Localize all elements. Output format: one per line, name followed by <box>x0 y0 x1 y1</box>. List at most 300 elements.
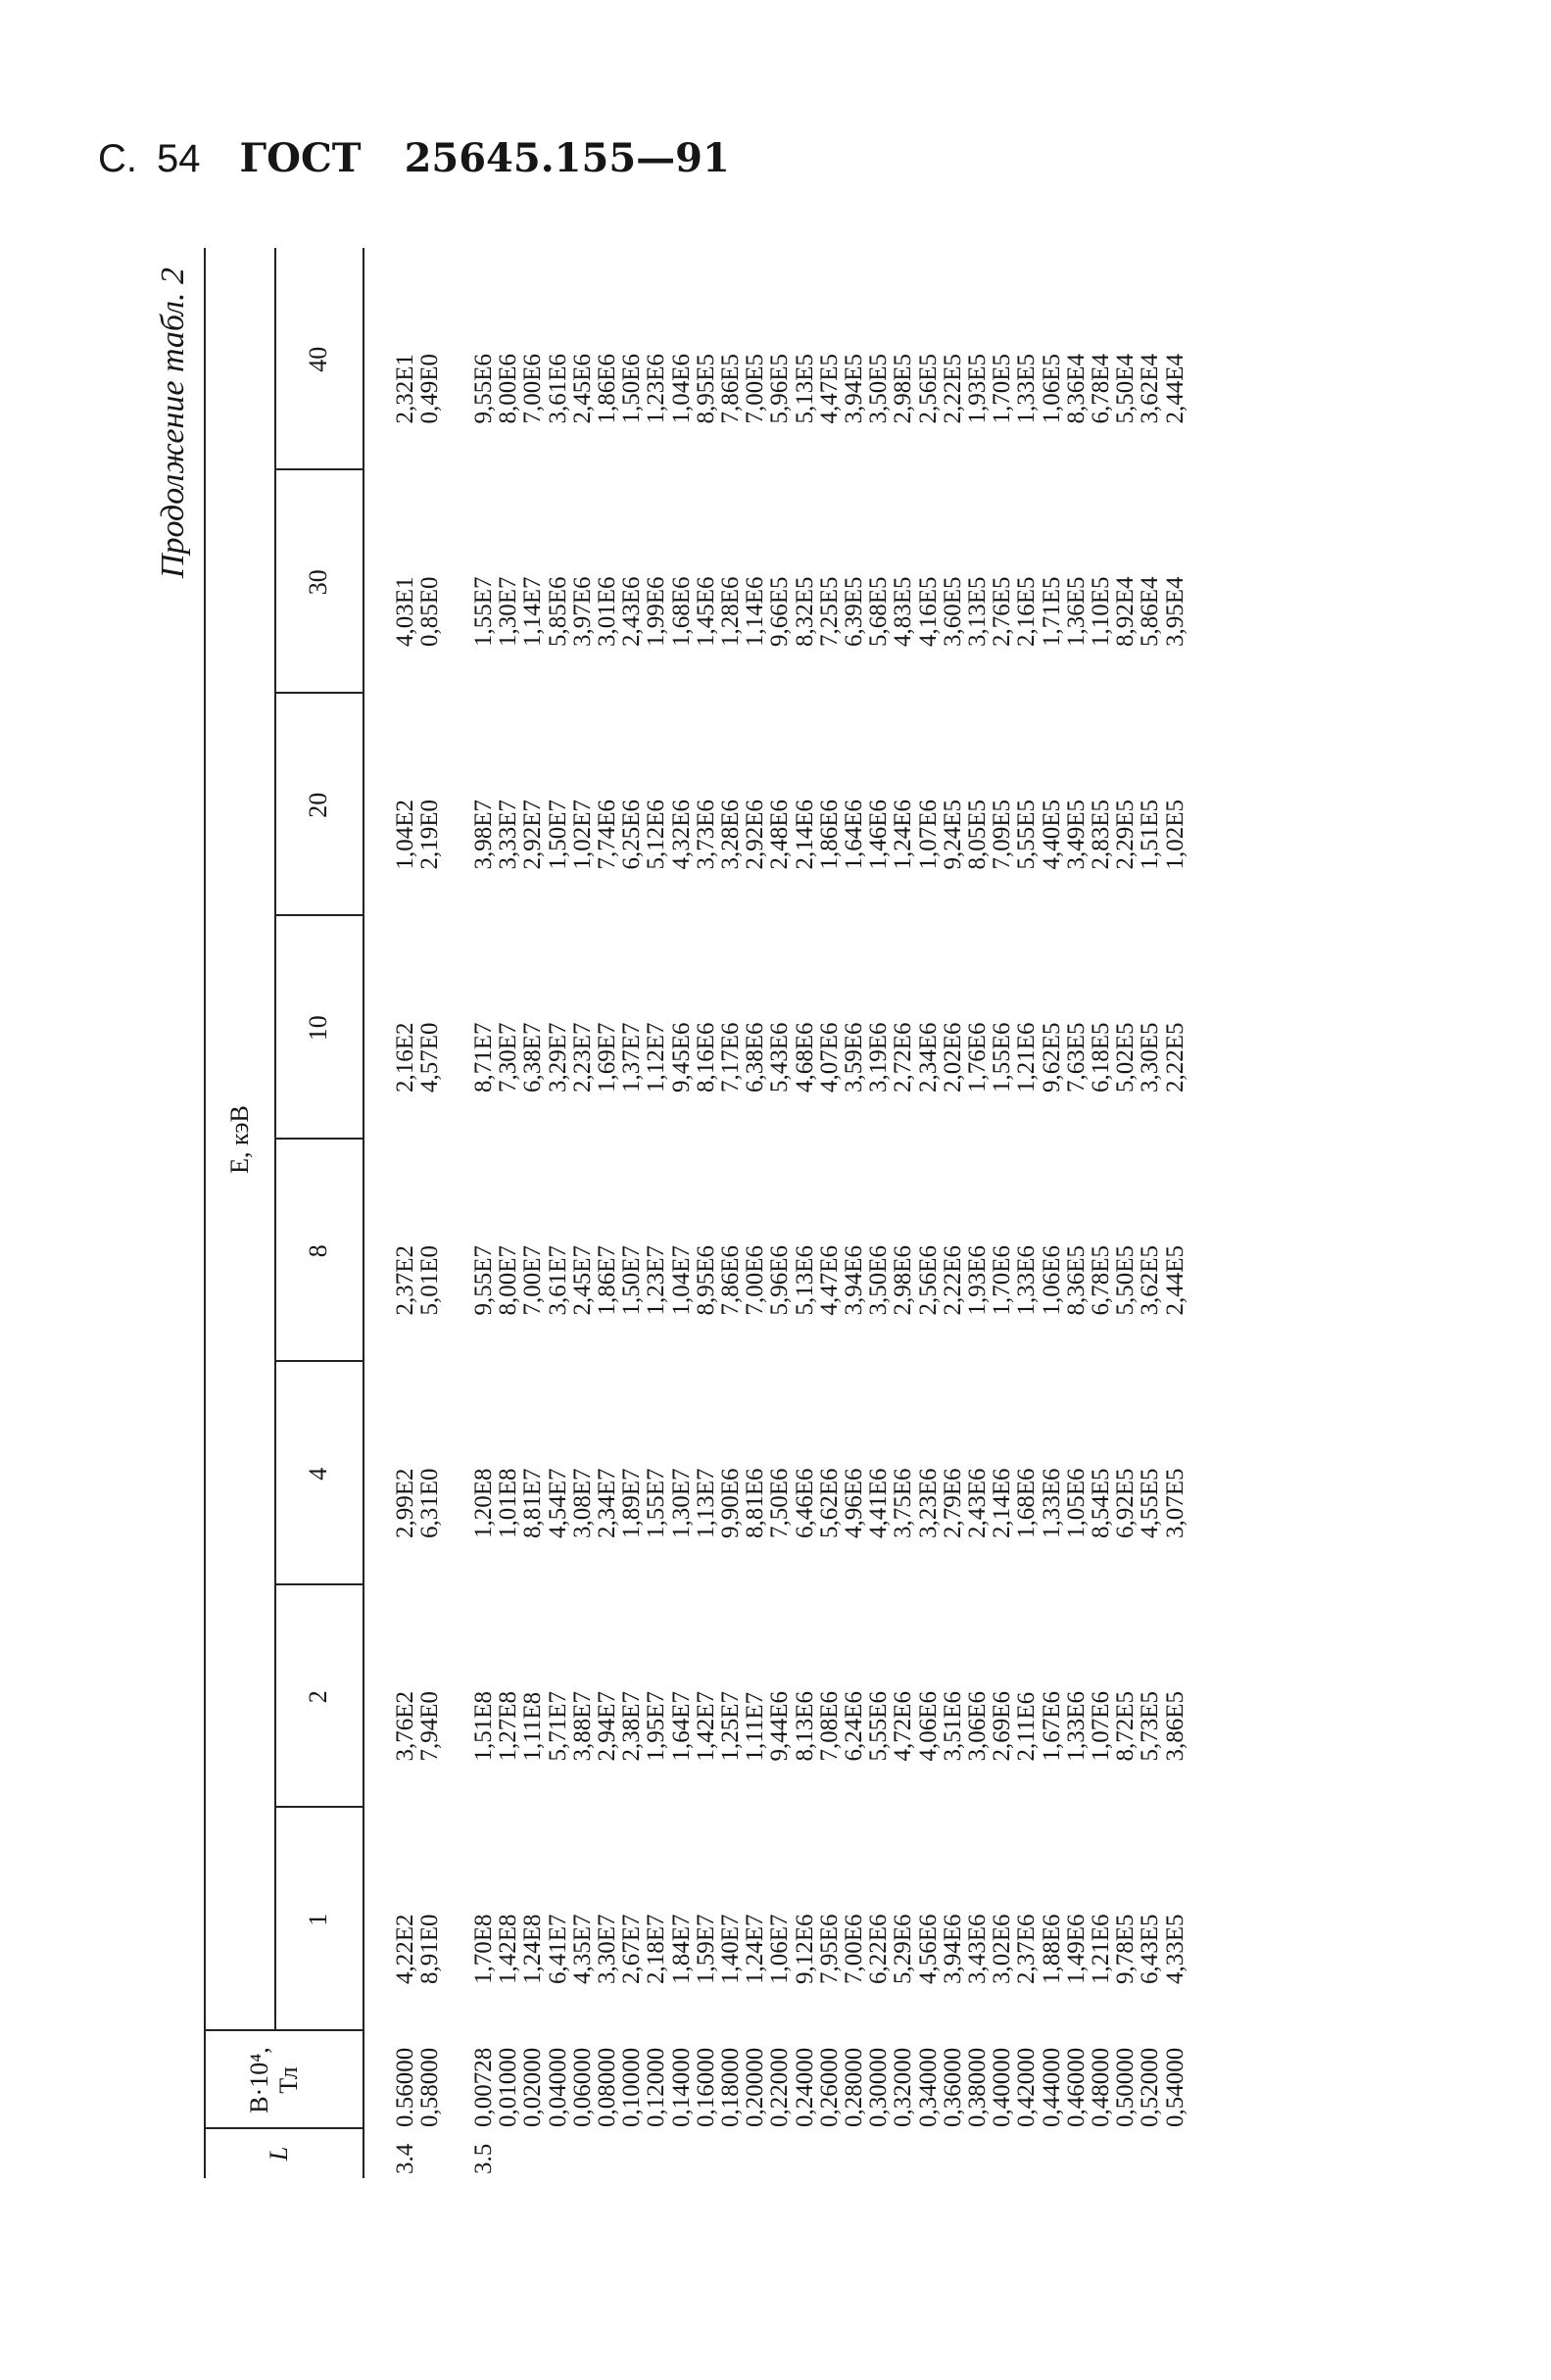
table-cell: 3,33E7 <box>495 799 522 870</box>
table-cell: 2,72E6 <box>890 1022 917 1093</box>
row-b-value: 0,32000 <box>890 2047 917 2127</box>
table-cell: 1,33E6 <box>1013 1244 1041 1316</box>
row-b-value: 0,14000 <box>667 2047 695 2127</box>
table-cell: 3,49E5 <box>1062 799 1090 870</box>
table-cell: 2,18E7 <box>643 1914 670 1984</box>
table-cell: 1,14E6 <box>742 576 769 647</box>
row-b-value: 0,54000 <box>1161 2047 1188 2127</box>
table-cell: 4,47E6 <box>815 1244 843 1316</box>
table-cell: 1,24E8 <box>519 1914 547 1984</box>
column-header-b-unit: Тл <box>274 2066 303 2094</box>
page-header <box>98 135 730 186</box>
table-cell: 1,23E6 <box>643 353 670 424</box>
table-cell: 1,51E5 <box>1137 799 1164 870</box>
row-b-value: 0,40000 <box>989 2047 1016 2127</box>
table-cell: 1,06E7 <box>766 1914 794 1984</box>
table-cell: 2,11E6 <box>1013 1691 1041 1762</box>
page-prefix: С. <box>98 137 137 180</box>
table-cell: 7,94E0 <box>416 1690 444 1762</box>
row-l-value: 3.4 <box>392 2143 418 2174</box>
table-cell: 3,51E6 <box>939 1690 966 1762</box>
table-cell: 2,22E5 <box>1161 1022 1188 1093</box>
table-cell: 4,72E6 <box>890 1690 917 1762</box>
table-cell: 5,86E4 <box>1137 576 1164 647</box>
table-cell: 4,03E1 <box>392 576 418 647</box>
table-cell: 2,69E6 <box>989 1690 1016 1762</box>
table-cell: 8,54E5 <box>1088 1468 1114 1538</box>
row-b-value: 0,20000 <box>742 2047 769 2127</box>
table-cell: 8,95E5 <box>692 353 719 424</box>
table-frame <box>204 248 1521 2178</box>
table-cell: 1,64E7 <box>667 1690 695 1762</box>
table-cell: 2,94E7 <box>594 1690 620 1762</box>
row-b-value: 0,00728 <box>470 2047 497 2127</box>
table-cell: 5,85E6 <box>544 576 571 647</box>
table-cell: 1,11E7 <box>742 1691 769 1762</box>
table-cell: 9,24E5 <box>939 799 966 870</box>
table-cell: 1,21E6 <box>1088 1914 1114 1984</box>
row-b-value: 0,30000 <box>865 2047 893 2127</box>
table-cell: 1,23E7 <box>643 1244 670 1316</box>
table-cell: 1,02E5 <box>1161 799 1188 870</box>
table-cell: 3,50E5 <box>865 353 893 424</box>
table-cell: 8,00E6 <box>495 353 522 424</box>
table-cell: 8,00E7 <box>495 1244 522 1316</box>
table-cell: 1,02E7 <box>568 799 596 870</box>
table-cell: 3,01E6 <box>594 576 620 647</box>
table-cell: 2,45E7 <box>568 1244 596 1316</box>
table-cell: 6,39E5 <box>841 576 867 647</box>
table-cell: 9,55E7 <box>470 1244 497 1316</box>
table-cell: 3,60E5 <box>939 576 966 647</box>
table-cell: 6,18E5 <box>1088 1022 1114 1093</box>
table-cell: 5,02E5 <box>1112 1022 1139 1093</box>
table-cell: 1,55E7 <box>643 1468 670 1538</box>
table-cell: 4,16E5 <box>914 576 942 647</box>
table-cell: 1,28E6 <box>717 576 744 647</box>
table-cell: 2,56E5 <box>914 353 942 424</box>
table-cell: 1,24E7 <box>742 1914 769 1984</box>
table-cell: 8,91E0 <box>416 1914 444 1984</box>
row-b-value: 0.56000 <box>392 2047 418 2127</box>
row-b-value: 0,10000 <box>618 2047 646 2127</box>
table-cell: 2,38E7 <box>618 1690 646 1762</box>
table-cell: 9,45E6 <box>667 1022 695 1093</box>
table-cell: 6,38E7 <box>519 1022 547 1093</box>
table-cell: 1,86E7 <box>594 1244 620 1316</box>
table-cell: 1,37E7 <box>618 1022 646 1093</box>
table-cell: 5,55E6 <box>865 1690 893 1762</box>
table-cell: 1,42E8 <box>495 1914 522 1984</box>
table-cell: 2,19E0 <box>416 799 444 870</box>
table-cell: 8,13E6 <box>791 1690 818 1762</box>
table-cell: 5,43E6 <box>766 1022 794 1093</box>
table-cell: 2,43E6 <box>618 576 646 647</box>
table-cell: 1,50E7 <box>618 1244 646 1316</box>
table-cell: 6,46E6 <box>791 1468 818 1538</box>
table-cell: 2,92E6 <box>742 799 769 870</box>
table-cell: 3,61E7 <box>544 1244 571 1316</box>
table-cell: 2,83E5 <box>1088 799 1114 870</box>
table-cell: 2,16E2 <box>392 1022 418 1093</box>
table-cell: 1,21E6 <box>1013 1022 1041 1093</box>
column-header-b <box>245 2031 304 2129</box>
table-cell: 3,61E6 <box>544 353 571 424</box>
table-cell: 1,59E7 <box>692 1914 719 1984</box>
table-cell: 3,28E6 <box>717 799 744 870</box>
table-cell: 8,72E5 <box>1112 1690 1139 1762</box>
table-cell: 1,86E6 <box>594 353 620 424</box>
row-b-value: 0,22000 <box>766 2047 794 2127</box>
table-cell: 1,06E5 <box>1038 353 1065 424</box>
table-cell: 7,00E6 <box>742 1244 769 1316</box>
table-cell: 3,08E7 <box>568 1468 596 1538</box>
table-cell: 1,33E6 <box>1038 1468 1065 1538</box>
table-cell: 3,62E4 <box>1137 353 1164 424</box>
table-cell: 6,78E5 <box>1088 1244 1114 1316</box>
table-cell: 3,95E4 <box>1161 576 1188 647</box>
table-cell: 2,14E6 <box>989 1468 1016 1538</box>
table-cell: 1,93E5 <box>964 353 991 424</box>
table-cell: 2,29E5 <box>1112 799 1139 870</box>
table-cell: 1,04E2 <box>392 799 418 870</box>
table-cell: 2,44E5 <box>1161 1244 1188 1316</box>
table-cell: 7,09E5 <box>989 799 1016 870</box>
table-cell: 7,00E7 <box>519 1244 547 1316</box>
table-cell: 1,06E6 <box>1038 1244 1065 1316</box>
table-cell: 2,99E2 <box>392 1468 418 1538</box>
table-cell: 2,02E6 <box>939 1022 966 1093</box>
table-cell: 1,50E6 <box>618 353 646 424</box>
table-cell: 1,24E6 <box>890 799 917 870</box>
table-cell: 4,35E7 <box>568 1914 596 1984</box>
table-cell: 1,64E6 <box>841 799 867 870</box>
table-cell: 1,04E6 <box>667 353 695 424</box>
table-cell: 3,75E6 <box>890 1468 917 1538</box>
table-cell: 1,45E6 <box>692 576 719 647</box>
table-cell: 7,63E5 <box>1062 1022 1090 1093</box>
table-cell: 4,33E5 <box>1161 1914 1188 1984</box>
row-b-value: 0,34000 <box>914 2047 942 2127</box>
table-cell: 8,36E4 <box>1062 353 1090 424</box>
table-cell: 1,88E6 <box>1038 1914 1065 1984</box>
table-cell: 1,55E6 <box>989 1022 1016 1093</box>
row-b-value: 0,38000 <box>964 2047 991 2127</box>
row-l-value: 3.5 <box>470 2143 497 2174</box>
table-cell: 3,94E6 <box>841 1244 867 1316</box>
table-cell: 1,89E7 <box>618 1468 646 1538</box>
table-cell: 4,07E6 <box>815 1022 843 1093</box>
table-cell: 4,68E6 <box>791 1022 818 1093</box>
table-cell: 1,55E7 <box>470 576 497 647</box>
table-cell: 3,76E2 <box>392 1690 418 1762</box>
table-cell: 7,86E6 <box>717 1244 744 1316</box>
table-cell: 1,25E7 <box>717 1690 744 1762</box>
table-cell: 8,81E7 <box>519 1468 547 1538</box>
table-cell: 1,07E6 <box>914 799 942 870</box>
table-cell: 3,88E7 <box>568 1690 596 1762</box>
table-cell: 5,13E5 <box>791 353 818 424</box>
table-cell: 3,30E7 <box>594 1914 620 1984</box>
table-cell: 1,86E6 <box>815 799 843 870</box>
row-b-value: 0,58000 <box>416 2047 444 2127</box>
table-cell: 9,66E5 <box>766 576 794 647</box>
table-cell: 3,98E7 <box>470 799 497 870</box>
table-cell: 3,50E6 <box>865 1244 893 1316</box>
table-cell: 1,10E5 <box>1088 576 1114 647</box>
table-cell: 8,92E4 <box>1112 576 1139 647</box>
table-cell: 1,50E7 <box>544 799 571 870</box>
table-cell: 9,55E6 <box>470 353 497 424</box>
row-b-value: 0,28000 <box>841 2047 867 2127</box>
table-cell: 1,42E7 <box>692 1690 719 1762</box>
table-cell: 7,25E5 <box>815 576 843 647</box>
table-cell: 1,14E7 <box>519 576 547 647</box>
table-cell: 4,32E6 <box>667 799 695 870</box>
table-cell: 9,90E6 <box>717 1468 744 1538</box>
table-cell: 9,44E6 <box>766 1690 794 1762</box>
energy-header <box>225 248 255 2031</box>
table-cell: 1,70E8 <box>470 1914 497 1984</box>
table-cell: 2,43E6 <box>964 1468 991 1538</box>
table-cell: 6,25E6 <box>618 799 646 870</box>
row-b-value: 0,46000 <box>1062 2047 1090 2127</box>
table-cell: 3,62E5 <box>1137 1244 1164 1316</box>
row-b-value: 0,50000 <box>1112 2047 1139 2127</box>
table-cell: 6,92E5 <box>1112 1468 1139 1538</box>
table-cell: 8,71E7 <box>470 1022 497 1093</box>
table-cell: 4,96E6 <box>841 1468 867 1538</box>
table-cell: 6,31E0 <box>416 1468 444 1538</box>
table-cell: 1,99E6 <box>643 576 670 647</box>
table-cell: 2,34E6 <box>914 1022 942 1093</box>
table-cell: 8,36E5 <box>1062 1244 1090 1316</box>
row-b-value: 0,36000 <box>939 2047 966 2127</box>
table-cell: 6,38E6 <box>742 1022 769 1093</box>
table-cell: 2,14E6 <box>791 799 818 870</box>
table-cell: 2,34E7 <box>594 1468 620 1538</box>
table-cell: 2,37E6 <box>1013 1914 1041 1984</box>
table-cell: 3,43E6 <box>964 1914 991 1984</box>
table-cell: 7,74E6 <box>594 799 620 870</box>
table-cell: 3,07E5 <box>1161 1468 1188 1538</box>
table-cell: 1,68E6 <box>1013 1468 1041 1538</box>
table-cell: 6,43E5 <box>1137 1914 1164 1984</box>
table-cell: 6,24E6 <box>841 1690 867 1762</box>
table-cell: 2,48E6 <box>766 799 794 870</box>
table-cell: 3,06E6 <box>964 1690 991 1762</box>
table-cell: 5,29E6 <box>890 1914 917 1984</box>
column-header-l: L <box>265 2146 293 2161</box>
table-cell: 1,30E7 <box>495 576 522 647</box>
table-cell: 2,37E2 <box>392 1244 418 1316</box>
table-cell: 1,84E7 <box>667 1914 695 1984</box>
table-cell: 5,71E7 <box>544 1690 571 1762</box>
table-cell: 1,30E7 <box>667 1468 695 1538</box>
table-cell: 9,62E5 <box>1038 1022 1065 1093</box>
row-b-value: 0,26000 <box>815 2047 843 2127</box>
table-cell: 1,13E7 <box>692 1468 719 1538</box>
table-cell: 7,00E5 <box>742 353 769 424</box>
table-cell: 7,95E6 <box>815 1914 843 1984</box>
table-cell: 2,44E4 <box>1161 353 1188 424</box>
row-b-value: 0,48000 <box>1088 2047 1114 2127</box>
table-cell: 4,47E5 <box>815 353 843 424</box>
row-b-value: 0,08000 <box>594 2047 620 2127</box>
table-cell: 4,06E6 <box>914 1690 942 1762</box>
table-cell: 2,16E5 <box>1013 576 1041 647</box>
table-cell: 0,85E0 <box>416 576 444 647</box>
table-cell: 3,59E6 <box>841 1022 867 1093</box>
table-cell: 2,98E6 <box>890 1244 917 1316</box>
header-divider <box>274 248 276 2031</box>
table-cell: 1,46E6 <box>865 799 893 870</box>
table-cell: 0,49E0 <box>416 353 444 424</box>
table-cell: 7,30E7 <box>495 1022 522 1093</box>
table-cell: 3,29E7 <box>544 1022 571 1093</box>
row-b-value: 0,24000 <box>791 2047 818 2127</box>
table-cell: 5,12E6 <box>643 799 670 870</box>
row-b-value: 0,18000 <box>717 2047 744 2127</box>
table-cell: 1,40E7 <box>717 1914 744 1984</box>
table-cell: 5,68E5 <box>865 576 893 647</box>
table-cell: 1,68E6 <box>667 576 695 647</box>
table-cell: 5,01E0 <box>416 1244 444 1316</box>
energy-column-header: 1 <box>304 1913 332 1926</box>
table-cell: 3,23E6 <box>914 1468 942 1538</box>
table-cell: 2,67E7 <box>618 1914 646 1984</box>
table-cell: 4,83E5 <box>890 576 917 647</box>
table-cell: 4,55E5 <box>1137 1468 1164 1538</box>
table-cell: 7,00E6 <box>841 1914 867 1984</box>
table-cell: 1,07E6 <box>1088 1690 1114 1762</box>
table-cell: 6,41E7 <box>544 1914 571 1984</box>
table-cell: 8,95E6 <box>692 1244 719 1316</box>
table-cell: 5,73E5 <box>1137 1690 1164 1762</box>
table-cell: 5,62E6 <box>815 1468 843 1538</box>
page-number: 54 <box>157 137 201 180</box>
table-cell: 4,57E0 <box>416 1022 444 1093</box>
table-cell: 1,71E5 <box>1038 576 1065 647</box>
table-cell: 7,17E6 <box>717 1022 744 1093</box>
gost-label: ГОСТ <box>239 135 362 181</box>
table-cell: 7,08E6 <box>815 1690 843 1762</box>
table-cell: 5,96E5 <box>766 353 794 424</box>
row-b-value: 0,16000 <box>692 2047 719 2127</box>
table-cell: 2,79E6 <box>939 1468 966 1538</box>
table-cell: 4,54E7 <box>544 1468 571 1538</box>
table-cell: 1,01E8 <box>495 1468 522 1538</box>
table-cell: 1,05E6 <box>1062 1468 1090 1538</box>
table-cell: 6,22E6 <box>865 1914 893 1984</box>
table-cell: 4,22E2 <box>392 1914 418 1984</box>
table-cell: 2,98E5 <box>890 353 917 424</box>
energy-column-header: 10 <box>304 1015 332 1042</box>
table-caption: Продолжение табл. 2 <box>155 267 191 579</box>
row-b-value: 0,52000 <box>1137 2047 1164 2127</box>
table-cell: 4,56E6 <box>914 1914 942 1984</box>
table-cell: 3,94E5 <box>841 353 867 424</box>
table-cell: 1,70E6 <box>989 1244 1016 1316</box>
table-cell: 1,33E6 <box>1062 1690 1090 1762</box>
row-b-value: 0,12000 <box>643 2047 670 2127</box>
table-cell: 8,05E5 <box>964 799 991 870</box>
table-cell: 3,86E5 <box>1161 1690 1188 1762</box>
energy-column-header: 2 <box>304 1690 332 1704</box>
table-cell: 1,20E8 <box>470 1468 497 1538</box>
table-cell: 3,30E5 <box>1137 1022 1164 1093</box>
table-cell: 9,12E6 <box>791 1914 818 1984</box>
table-cell: 1,69E7 <box>594 1022 620 1093</box>
energy-column-header: 8 <box>304 1244 332 1258</box>
table-cell: 1,76E6 <box>964 1022 991 1093</box>
row-b-value: 0,02000 <box>519 2047 547 2127</box>
table-cell: 1,67E6 <box>1038 1690 1065 1762</box>
table-cell: 3,13E5 <box>964 576 991 647</box>
table-cell: 8,81E6 <box>742 1468 769 1538</box>
table-cell: 3,73E6 <box>692 799 719 870</box>
table-cell: 2,22E5 <box>939 353 966 424</box>
table-cell: 7,50E6 <box>766 1468 794 1538</box>
table-cell: 4,40E5 <box>1038 799 1065 870</box>
row-b-value: 0,44000 <box>1038 2047 1065 2127</box>
table-cell: 2,56E6 <box>914 1244 942 1316</box>
table-cell: 5,50E4 <box>1112 353 1139 424</box>
row-b-value: 0,04000 <box>544 2047 571 2127</box>
table-cell: 2,76E5 <box>989 576 1016 647</box>
table-cell: 1,33E5 <box>1013 353 1041 424</box>
table-cell: 8,32E5 <box>791 576 818 647</box>
table-cell: 3,19E6 <box>865 1022 893 1093</box>
table-cell: 9,78E5 <box>1112 1914 1139 1984</box>
table-cell: 2,23E7 <box>568 1022 596 1093</box>
table-cell: 5,50E5 <box>1112 1244 1139 1316</box>
energy-column-header: 40 <box>304 346 332 372</box>
table-cell: 5,96E6 <box>766 1244 794 1316</box>
table-cell: 1,11E8 <box>519 1691 547 1762</box>
table-cell: 1,27E8 <box>495 1690 522 1762</box>
table-cell: 1,70E5 <box>989 353 1016 424</box>
table-cell: 3,94E6 <box>939 1914 966 1984</box>
table-cell: 1,36E5 <box>1062 576 1090 647</box>
table-cell: 7,00E6 <box>519 353 547 424</box>
table-cell: 6,78E4 <box>1088 353 1114 424</box>
table-cell: 1,95E7 <box>643 1690 670 1762</box>
data-table <box>157 248 1519 2178</box>
table-cell: 1,04E7 <box>667 1244 695 1316</box>
row-b-value: 0,42000 <box>1013 2047 1041 2127</box>
energy-column-header: 4 <box>304 1467 332 1481</box>
table-cell: 7,86E5 <box>717 353 744 424</box>
header-bottom-line <box>363 248 364 2178</box>
energy-header-label: E, кэВ <box>225 1105 254 1174</box>
gost-number: 25645.155—91 <box>404 135 730 181</box>
table-cell: 2,45E6 <box>568 353 596 424</box>
table-cell: 3,97E6 <box>568 576 596 647</box>
table-cell: 2,32E1 <box>392 353 418 424</box>
table-cell: 1,12E7 <box>643 1022 670 1093</box>
table-cell: 8,16E6 <box>692 1022 719 1093</box>
row-b-value: 0,01000 <box>495 2047 522 2127</box>
energy-column-header: 20 <box>304 792 332 818</box>
energy-column-header: 30 <box>304 569 332 596</box>
column-header-b-label: B·10⁴, <box>245 2047 273 2113</box>
table-cell: 1,49E6 <box>1062 1914 1090 1984</box>
table-cell: 1,51E8 <box>470 1690 497 1762</box>
table-cell: 2,92E7 <box>519 799 547 870</box>
table-cell: 5,55E5 <box>1013 799 1041 870</box>
table-cell: 2,22E6 <box>939 1244 966 1316</box>
